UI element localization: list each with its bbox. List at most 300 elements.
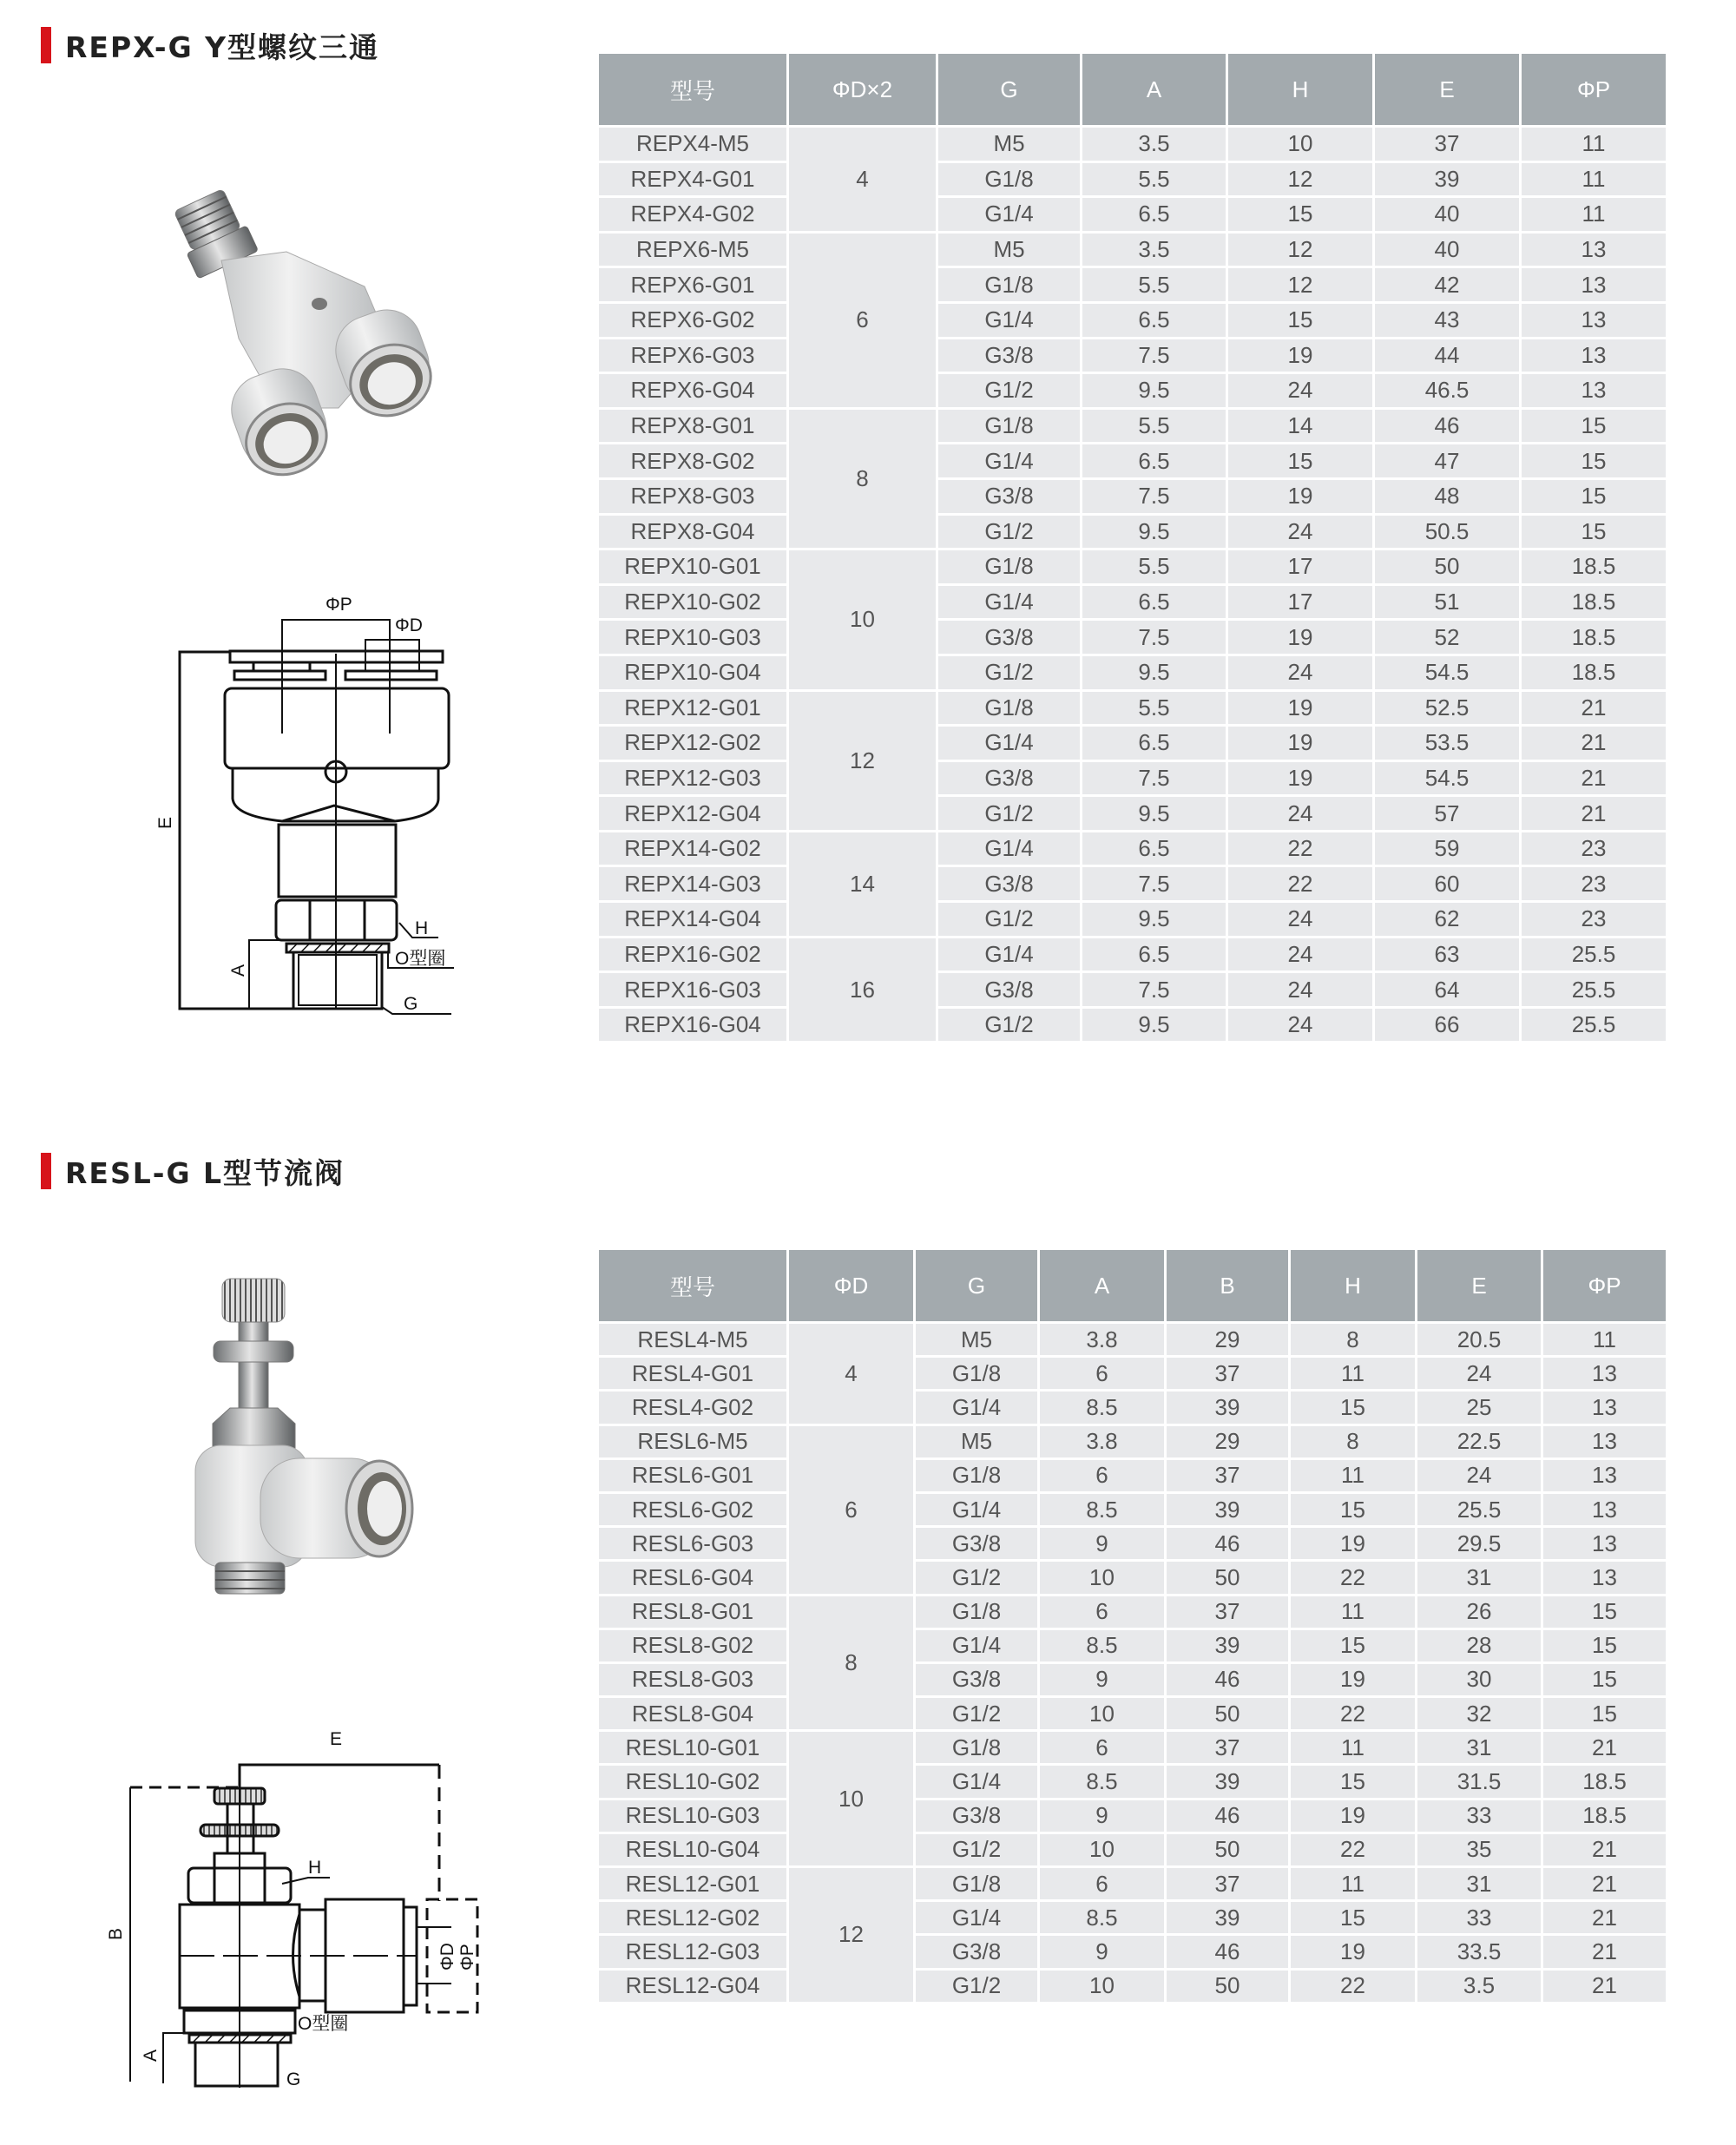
table-cell: 15 xyxy=(1227,197,1374,233)
table-cell: 11 xyxy=(1290,1458,1417,1492)
table-cell: 18.5 xyxy=(1521,549,1667,585)
table-cell: 39 xyxy=(1166,1391,1290,1425)
table-cell: 18.5 xyxy=(1521,584,1667,620)
model-cell: REPX6-G04 xyxy=(598,373,788,409)
table-cell: 9.5 xyxy=(1082,373,1227,409)
model-cell: REPX6-G01 xyxy=(598,267,788,303)
column-header: B xyxy=(1166,1250,1290,1323)
model-cell: RESL4-G02 xyxy=(598,1391,788,1425)
model-cell: REPX8-G02 xyxy=(598,444,788,479)
column-header: A xyxy=(1082,54,1227,127)
table-cell: 54.5 xyxy=(1374,655,1521,690)
model-cell: REPX6-G02 xyxy=(598,302,788,338)
table-cell: 13 xyxy=(1521,232,1667,267)
table-cell: 21 xyxy=(1521,796,1667,832)
table-cell: 31 xyxy=(1417,1731,1542,1765)
model-cell: RESL10-G01 xyxy=(598,1731,788,1765)
table-cell: G1/8 xyxy=(937,408,1082,444)
table-cell: 40 xyxy=(1374,197,1521,233)
table-cell: 11 xyxy=(1521,161,1667,197)
model-cell: RESL12-G03 xyxy=(598,1935,788,1969)
table-cell: 21 xyxy=(1521,726,1667,761)
model-cell: REPX12-G01 xyxy=(598,690,788,726)
table-cell: 19 xyxy=(1227,690,1374,726)
table-cell: 3.5 xyxy=(1417,1969,1542,2003)
table-cell: 43 xyxy=(1374,302,1521,338)
table-cell: 31 xyxy=(1417,1561,1542,1595)
table-cell: G1/8 xyxy=(937,267,1082,303)
table-cell: 5.5 xyxy=(1082,549,1227,585)
bore-size-cell: 6 xyxy=(788,1425,915,1595)
table-cell: 50.5 xyxy=(1374,514,1521,549)
table-cell: 21 xyxy=(1542,1731,1667,1765)
table-cell: 12 xyxy=(1227,161,1374,197)
table-cell: 33.5 xyxy=(1417,1935,1542,1969)
label-e: E xyxy=(330,1729,343,1749)
table-cell: 24 xyxy=(1227,1007,1374,1043)
table-cell: 6.5 xyxy=(1082,726,1227,761)
table-cell: 12 xyxy=(1227,232,1374,267)
table-cell: 37 xyxy=(1166,1595,1290,1628)
column-header: G xyxy=(915,1250,1039,1323)
table-cell: 13 xyxy=(1542,1527,1667,1561)
table-cell: G1/4 xyxy=(915,1492,1039,1526)
table-cell: 39 xyxy=(1166,1492,1290,1526)
model-cell: RESL8-G01 xyxy=(598,1595,788,1628)
table-cell: 15 xyxy=(1290,1391,1417,1425)
model-cell: RESL12-G02 xyxy=(598,1901,788,1935)
table-cell: 10 xyxy=(1227,127,1374,162)
table-cell: 9.5 xyxy=(1082,1007,1227,1043)
label-phi-d: ΦD xyxy=(437,1943,457,1971)
model-cell: REPX10-G03 xyxy=(598,620,788,655)
table-cell: G1/2 xyxy=(937,1007,1082,1043)
model-cell: REPX14-G04 xyxy=(598,902,788,938)
table-cell: 47 xyxy=(1374,444,1521,479)
model-cell: REPX4-G01 xyxy=(598,161,788,197)
table-cell: 8.5 xyxy=(1039,1628,1166,1662)
table-cell: 37 xyxy=(1166,1867,1290,1901)
model-cell: REPX10-G01 xyxy=(598,549,788,585)
table-cell: 15 xyxy=(1521,514,1667,549)
column-header: 型号 xyxy=(598,1250,788,1323)
table-cell: 8 xyxy=(1290,1323,1417,1357)
table-cell: 6.5 xyxy=(1082,302,1227,338)
table-cell: 10 xyxy=(1039,1561,1166,1595)
table-cell: 5.5 xyxy=(1082,690,1227,726)
table-cell: 26 xyxy=(1417,1595,1542,1628)
model-cell: RESL6-G03 xyxy=(598,1527,788,1561)
bore-size-cell: 4 xyxy=(788,1323,915,1425)
table-cell: 18.5 xyxy=(1542,1765,1667,1799)
table-cell: 46 xyxy=(1166,1662,1290,1696)
table-cell: G3/8 xyxy=(915,1799,1039,1832)
table-cell: 23 xyxy=(1521,866,1667,902)
table-cell: G1/2 xyxy=(915,1697,1039,1731)
table-cell: G1/4 xyxy=(915,1391,1039,1425)
table-cell: 52 xyxy=(1374,620,1521,655)
table-cell: 22 xyxy=(1290,1697,1417,1731)
table-cell: G1/2 xyxy=(915,1969,1039,2003)
table-cell: 10 xyxy=(1039,1697,1166,1731)
table-cell: 7.5 xyxy=(1082,972,1227,1008)
repx-product-photo xyxy=(168,187,444,487)
model-cell: REPX12-G04 xyxy=(598,796,788,832)
model-cell: REPX8-G04 xyxy=(598,514,788,549)
model-cell: RESL12-G04 xyxy=(598,1969,788,2003)
model-cell: REPX6-G03 xyxy=(598,338,788,373)
table-cell: 13 xyxy=(1521,267,1667,303)
table-cell: 37 xyxy=(1374,127,1521,162)
table-cell: G3/8 xyxy=(915,1527,1039,1561)
table-cell: 10 xyxy=(1039,1832,1166,1866)
table-cell: 7.5 xyxy=(1082,478,1227,514)
table-cell: G1/8 xyxy=(937,549,1082,585)
table-cell: 25.5 xyxy=(1417,1492,1542,1526)
model-cell: REPX8-G03 xyxy=(598,478,788,514)
table-cell: 11 xyxy=(1290,1867,1417,1901)
section-title-text: REPX-G Y型螺纹三通 xyxy=(65,30,380,64)
label-a: A xyxy=(228,964,248,977)
table-cell: 24 xyxy=(1227,902,1374,938)
table-cell: 66 xyxy=(1374,1007,1521,1043)
table-cell: G1/4 xyxy=(937,197,1082,233)
table-cell: G1/4 xyxy=(937,831,1082,866)
table-cell: 3.8 xyxy=(1039,1425,1166,1458)
table-cell: 62 xyxy=(1374,902,1521,938)
table-cell: 3.8 xyxy=(1039,1323,1166,1357)
table-cell: 13 xyxy=(1542,1561,1667,1595)
table-cell: 59 xyxy=(1374,831,1521,866)
bore-size-cell: 4 xyxy=(788,127,937,233)
table-cell: 33 xyxy=(1417,1901,1542,1935)
table-cell: 53.5 xyxy=(1374,726,1521,761)
model-cell: RESL4-M5 xyxy=(598,1323,788,1357)
table-cell: 19 xyxy=(1227,726,1374,761)
table-cell: 35 xyxy=(1417,1832,1542,1866)
table-cell: 21 xyxy=(1542,1867,1667,1901)
table-cell: 50 xyxy=(1166,1832,1290,1866)
table-cell: G1/4 xyxy=(915,1901,1039,1935)
table-cell: 15 xyxy=(1521,478,1667,514)
table-cell: 20.5 xyxy=(1417,1323,1542,1357)
model-cell: REPX16-G02 xyxy=(598,937,788,972)
label-o-ring: O型圈 xyxy=(395,949,446,969)
table-cell: 46 xyxy=(1166,1935,1290,1969)
label-h: H xyxy=(308,1858,322,1878)
label-g: G xyxy=(286,2069,301,2089)
table-cell: 25.5 xyxy=(1521,972,1667,1008)
table-cell: G3/8 xyxy=(937,338,1082,373)
bore-size-cell: 6 xyxy=(788,232,937,408)
bore-size-cell: 8 xyxy=(788,1595,915,1731)
model-cell: RESL8-G04 xyxy=(598,1697,788,1731)
table-cell: 6 xyxy=(1039,1357,1166,1391)
table-cell: 42 xyxy=(1374,267,1521,303)
table-cell: 6.5 xyxy=(1082,937,1227,972)
table-cell: 30 xyxy=(1417,1662,1542,1696)
table-cell: G1/8 xyxy=(915,1595,1039,1628)
table-cell: 24 xyxy=(1227,373,1374,409)
model-cell: RESL4-G01 xyxy=(598,1357,788,1391)
resl-dimension-drawing xyxy=(130,1765,477,2088)
table-cell: 15 xyxy=(1290,1765,1417,1799)
column-header: ΦP xyxy=(1521,54,1667,127)
table-cell: 37 xyxy=(1166,1458,1290,1492)
model-cell: RESL6-G02 xyxy=(598,1492,788,1526)
model-cell: REPX16-G03 xyxy=(598,972,788,1008)
model-cell: RESL8-G03 xyxy=(598,1662,788,1696)
table-cell: 23 xyxy=(1521,831,1667,866)
table-cell: G1/2 xyxy=(937,655,1082,690)
table-cell: G1/8 xyxy=(915,1867,1039,1901)
table-cell: 19 xyxy=(1290,1662,1417,1696)
bore-size-cell: 8 xyxy=(788,408,937,549)
table-cell: 9 xyxy=(1039,1799,1166,1832)
table-cell: 7.5 xyxy=(1082,866,1227,902)
table-cell: 28 xyxy=(1417,1628,1542,1662)
table-cell: G1/4 xyxy=(937,726,1082,761)
table-cell: 11 xyxy=(1542,1323,1667,1357)
table-cell: 44 xyxy=(1374,338,1521,373)
table-cell: 24 xyxy=(1417,1458,1542,1492)
table-cell: G3/8 xyxy=(915,1935,1039,1969)
table-cell: 64 xyxy=(1374,972,1521,1008)
column-header: 型号 xyxy=(598,54,788,127)
table-cell: 9.5 xyxy=(1082,514,1227,549)
table-cell: 31 xyxy=(1417,1867,1542,1901)
table-cell: 37 xyxy=(1166,1731,1290,1765)
column-header: ΦD×2 xyxy=(788,54,937,127)
table-cell: 5.5 xyxy=(1082,161,1227,197)
bore-size-cell: 16 xyxy=(788,937,937,1043)
table-cell: 21 xyxy=(1542,1969,1667,2003)
table-cell: 32 xyxy=(1417,1697,1542,1731)
table-cell: 21 xyxy=(1542,1832,1667,1866)
table-cell: G1/2 xyxy=(915,1832,1039,1866)
table-cell: 22 xyxy=(1290,1969,1417,2003)
table-cell: 8.5 xyxy=(1039,1901,1166,1935)
table-cell: 39 xyxy=(1374,161,1521,197)
table-cell: 29 xyxy=(1166,1323,1290,1357)
table-cell: G3/8 xyxy=(915,1662,1039,1696)
table-cell: 46.5 xyxy=(1374,373,1521,409)
table-cell: 15 xyxy=(1521,408,1667,444)
table-cell: 25.5 xyxy=(1521,1007,1667,1043)
bore-size-cell: 14 xyxy=(788,831,937,937)
table-cell: 7.5 xyxy=(1082,338,1227,373)
table-cell: 22.5 xyxy=(1417,1425,1542,1458)
table-cell: 3.5 xyxy=(1082,127,1227,162)
table-cell: 21 xyxy=(1542,1901,1667,1935)
table-cell: 39 xyxy=(1166,1628,1290,1662)
table-cell: 13 xyxy=(1542,1425,1667,1458)
model-cell: RESL10-G02 xyxy=(598,1765,788,1799)
table-cell: 6.5 xyxy=(1082,584,1227,620)
table-cell: 22 xyxy=(1227,866,1374,902)
table-cell: 9.5 xyxy=(1082,796,1227,832)
table-cell: 15 xyxy=(1227,302,1374,338)
table-cell: 15 xyxy=(1542,1595,1667,1628)
model-cell: REPX12-G02 xyxy=(598,726,788,761)
table-cell: G1/2 xyxy=(937,514,1082,549)
table-cell: G1/2 xyxy=(937,373,1082,409)
table-cell: 60 xyxy=(1374,866,1521,902)
table-cell: 22 xyxy=(1290,1561,1417,1595)
table-cell: 25 xyxy=(1417,1391,1542,1425)
table-cell: 18.5 xyxy=(1521,620,1667,655)
table-cell: G1/4 xyxy=(915,1628,1039,1662)
table-cell: 51 xyxy=(1374,584,1521,620)
table-cell: G1/4 xyxy=(937,302,1082,338)
table-cell: 19 xyxy=(1227,620,1374,655)
table-cell: 7.5 xyxy=(1082,620,1227,655)
table-cell: 15 xyxy=(1290,1628,1417,1662)
table-cell: 50 xyxy=(1166,1697,1290,1731)
table-cell: G1/2 xyxy=(937,796,1082,832)
table-cell: 31.5 xyxy=(1417,1765,1542,1799)
table-cell: G1/2 xyxy=(937,902,1082,938)
model-cell: RESL6-G01 xyxy=(598,1458,788,1492)
table-cell: 6 xyxy=(1039,1731,1166,1765)
table-cell: 13 xyxy=(1542,1391,1667,1425)
table-cell: 13 xyxy=(1542,1357,1667,1391)
table-cell: 15 xyxy=(1542,1697,1667,1731)
model-cell: REPX10-G04 xyxy=(598,655,788,690)
table-cell: 24 xyxy=(1417,1357,1542,1391)
table-cell: 9.5 xyxy=(1082,902,1227,938)
label-a: A xyxy=(141,2049,161,2062)
table-cell: 13 xyxy=(1542,1492,1667,1526)
column-header: E xyxy=(1417,1250,1542,1323)
table-cell: 8.5 xyxy=(1039,1765,1166,1799)
table-cell: G1/4 xyxy=(915,1765,1039,1799)
table-cell: 48 xyxy=(1374,478,1521,514)
table-cell: 50 xyxy=(1166,1561,1290,1595)
table-cell: 23 xyxy=(1521,902,1667,938)
model-cell: REPX12-G03 xyxy=(598,760,788,796)
table-cell: 54.5 xyxy=(1374,760,1521,796)
column-header: H xyxy=(1227,54,1374,127)
model-cell: REPX4-M5 xyxy=(598,127,788,162)
table-cell: 21 xyxy=(1521,760,1667,796)
table-cell: G1/2 xyxy=(915,1561,1039,1595)
model-cell: REPX14-G03 xyxy=(598,866,788,902)
table-cell: 15 xyxy=(1542,1662,1667,1696)
table-cell: 6.5 xyxy=(1082,831,1227,866)
table-cell: G1/8 xyxy=(937,161,1082,197)
column-header: ΦP xyxy=(1542,1250,1667,1323)
table-cell: 9 xyxy=(1039,1662,1166,1696)
table-cell: 24 xyxy=(1227,972,1374,1008)
label-b: B xyxy=(106,1927,126,1940)
table-cell: 19 xyxy=(1227,338,1374,373)
table-cell: 10 xyxy=(1039,1969,1166,2003)
table-cell: M5 xyxy=(915,1425,1039,1458)
column-header: E xyxy=(1374,54,1521,127)
model-cell: RESL12-G01 xyxy=(598,1867,788,1901)
bore-size-cell: 12 xyxy=(788,1867,915,2004)
table-cell: 19 xyxy=(1290,1799,1417,1832)
table-cell: 24 xyxy=(1227,796,1374,832)
table-cell: G1/8 xyxy=(915,1357,1039,1391)
table-cell: 12 xyxy=(1227,267,1374,303)
table-cell: 29 xyxy=(1166,1425,1290,1458)
table-cell: 24 xyxy=(1227,514,1374,549)
table-cell: 13 xyxy=(1521,302,1667,338)
bore-size-cell: 12 xyxy=(788,690,937,831)
table-cell: 46 xyxy=(1166,1527,1290,1561)
model-cell: REPX6-M5 xyxy=(598,232,788,267)
table-cell: 9 xyxy=(1039,1935,1166,1969)
label-o-ring: O型圈 xyxy=(298,2014,349,2034)
table-cell: 46 xyxy=(1166,1799,1290,1832)
table-cell: 6.5 xyxy=(1082,444,1227,479)
table-cell: 5.5 xyxy=(1082,408,1227,444)
table-cell: 15 xyxy=(1290,1901,1417,1935)
table-cell: 37 xyxy=(1166,1357,1290,1391)
table-cell: 21 xyxy=(1542,1935,1667,1969)
table-cell: 8 xyxy=(1290,1425,1417,1458)
resl-product-photo xyxy=(195,1279,412,1594)
column-header: H xyxy=(1290,1250,1417,1323)
table-cell: 9.5 xyxy=(1082,655,1227,690)
table-cell: 33 xyxy=(1417,1799,1542,1832)
table-cell: 39 xyxy=(1166,1765,1290,1799)
table-cell: 3.5 xyxy=(1082,232,1227,267)
table-cell: 11 xyxy=(1290,1731,1417,1765)
table-cell: 63 xyxy=(1374,937,1521,972)
label-phi-p: ΦP xyxy=(326,595,352,615)
table-cell: 11 xyxy=(1521,127,1667,162)
label-phi-d: ΦD xyxy=(395,615,423,635)
model-cell: RESL10-G03 xyxy=(598,1799,788,1832)
label-h: H xyxy=(415,918,429,938)
label-phi-p: ΦP xyxy=(457,1944,477,1971)
table-cell: 52.5 xyxy=(1374,690,1521,726)
model-cell: REPX10-G02 xyxy=(598,584,788,620)
table-cell: 19 xyxy=(1290,1935,1417,1969)
table-cell: 40 xyxy=(1374,232,1521,267)
table-cell: 19 xyxy=(1227,760,1374,796)
bore-size-cell: 10 xyxy=(788,1731,915,1867)
model-cell: REPX14-G02 xyxy=(598,831,788,866)
model-cell: RESL6-M5 xyxy=(598,1425,788,1458)
table-cell: M5 xyxy=(915,1323,1039,1357)
table-cell: 22 xyxy=(1290,1832,1417,1866)
table-cell: 50 xyxy=(1374,549,1521,585)
table-cell: 8.5 xyxy=(1039,1492,1166,1526)
table-cell: G1/8 xyxy=(937,690,1082,726)
table-cell: 9 xyxy=(1039,1527,1166,1561)
table-cell: G1/8 xyxy=(915,1731,1039,1765)
table-cell: 13 xyxy=(1521,338,1667,373)
model-cell: REPX4-G02 xyxy=(598,197,788,233)
table-cell: 29.5 xyxy=(1417,1527,1542,1561)
table-cell: G3/8 xyxy=(937,972,1082,1008)
model-cell: RESL6-G04 xyxy=(598,1561,788,1595)
column-header: ΦD xyxy=(788,1250,915,1323)
model-cell: RESL10-G04 xyxy=(598,1832,788,1866)
column-header: G xyxy=(937,54,1082,127)
model-cell: REPX8-G01 xyxy=(598,408,788,444)
table-cell: M5 xyxy=(937,127,1082,162)
table-cell: 7.5 xyxy=(1082,760,1227,796)
table-cell: G1/4 xyxy=(937,584,1082,620)
table-cell: 15 xyxy=(1290,1492,1417,1526)
table-cell: 17 xyxy=(1227,549,1374,585)
table-cell: 46 xyxy=(1374,408,1521,444)
